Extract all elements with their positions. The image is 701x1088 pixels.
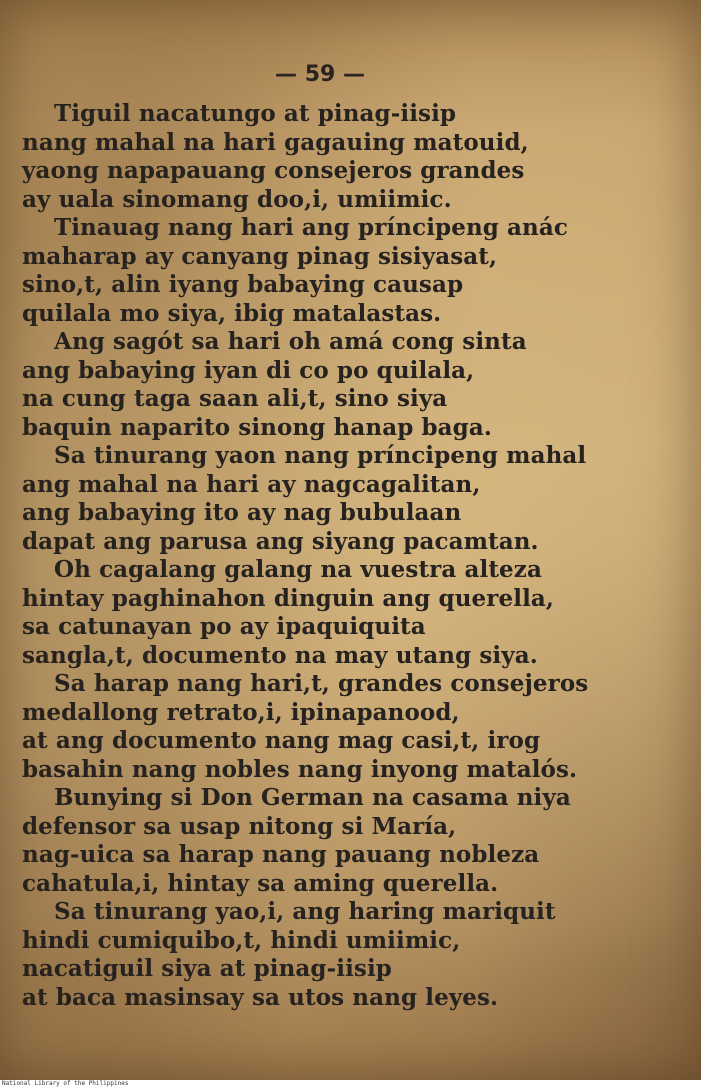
text-line: sangla,t, documento na may utang siya.: [22, 641, 538, 669]
text-line: Tiguil nacatungo at pinag-iisip: [54, 100, 457, 127]
text-line: yaong napapauang consejeros grandes: [22, 157, 525, 184]
text-line: quilala mo siya, ibig matalastas.: [22, 299, 442, 327]
library-footer: National Library of the Philippines: [0, 1080, 701, 1088]
text-line: Sa tinurang yao,i, ang haring mariquit: [54, 898, 556, 925]
text-line: ang babaying ito ay nag bubulaan: [22, 499, 462, 526]
poem-text: [22, 100, 682, 1012]
text-line: nag-uica sa harap nang pauang nobleza: [22, 841, 540, 868]
text-line: Sa tinurang yaon nang príncipeng mahal: [54, 442, 587, 469]
text-line: nacatiguil siya at pinag-iisip: [22, 955, 392, 982]
text-line: sa catunayan po ay ipaquiquita: [22, 613, 426, 640]
text-line: medallong retrato,i, ipinapanood,: [22, 698, 460, 726]
page-number: — 59 —: [275, 62, 365, 87]
text-line: dapat ang parusa ang siyang pacamtan.: [22, 527, 539, 555]
text-line: Bunying si Don German na casama niya: [54, 784, 571, 811]
text-line: ang mahal na hari ay nagcagalitan,: [22, 470, 481, 498]
text-line: baquin naparito sinong hanap baga.: [22, 413, 492, 441]
text-line: Ang sagót sa hari oh amá cong sinta: [54, 328, 527, 355]
text-line: hintay paghinahon dinguin ang querella,: [22, 584, 555, 612]
text-line: Tinauag nang hari ang príncipeng anác: [54, 214, 568, 241]
text-line: defensor sa usap nitong si María,: [22, 812, 457, 840]
text-line: at baca masinsay sa utos nang leyes.: [22, 983, 499, 1011]
text-line: hindi cumiquibo,t, hindi umiimic,: [22, 926, 461, 954]
text-line: ay uala sinomang doo,i, umiimic.: [22, 185, 452, 213]
text-line: Sa harap nang hari,t, grandes consejeros: [54, 670, 589, 697]
text-line: basahin nang nobles nang inyong matalós.: [22, 755, 578, 783]
text-line: at ang documento nang mag casi,t, irog: [22, 727, 541, 754]
text-line: nang mahal na hari gagauing matouid,: [22, 128, 529, 156]
text-line: maharap ay canyang pinag sisiyasat,: [22, 242, 498, 270]
text-line: Oh cagalang galang na vuestra alteza: [54, 556, 542, 583]
text-line: cahatula,i, hintay sa aming querella.: [22, 869, 499, 897]
text-line: na cung taga saan ali,t, sino siya: [22, 385, 448, 412]
text-line: ang babaying iyan di co po quilala,: [22, 356, 475, 384]
text-line: sino,t, alin iyang babaying causap: [22, 271, 464, 298]
